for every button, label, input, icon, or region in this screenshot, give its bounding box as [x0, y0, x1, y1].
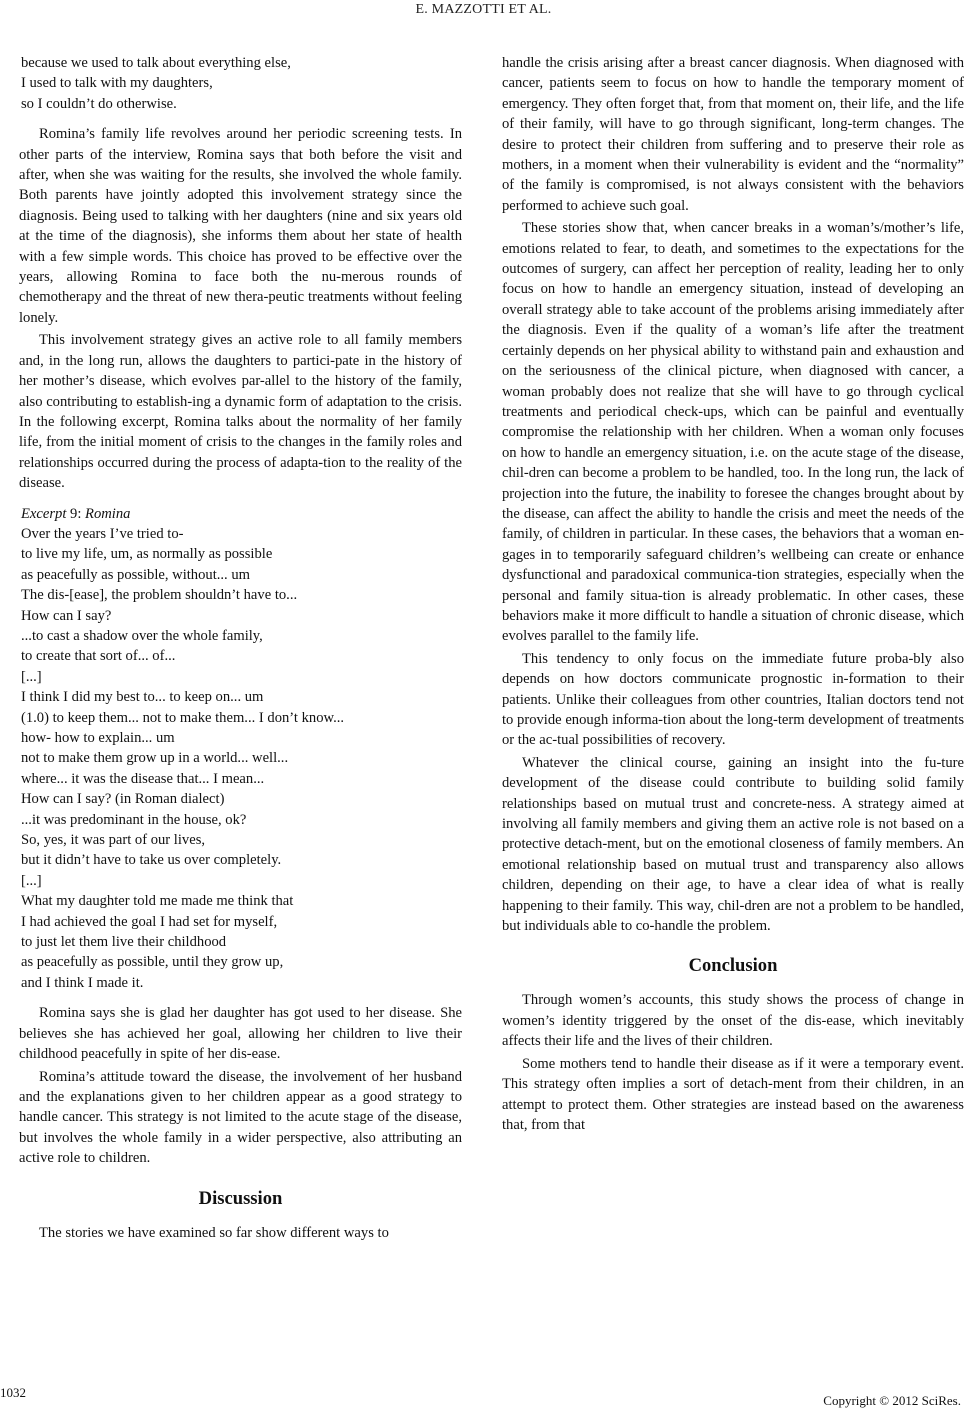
quote-line: [...] [21, 668, 42, 685]
body-paragraph: Through women’s accounts, this study shows the process of change in women’s identity triggered by the onset of the dis-ease, which inevitably affects their life and the lives of their children. [502, 992, 964, 1050]
quote-line: to create that sort of... of... [21, 648, 176, 665]
left-column [19, 53, 462, 1243]
copyright-notice: Copyright © 2012 SciRes. [823, 1393, 961, 1408]
quote-line: The dis-[ease], the problem shouldn’t have to... [21, 587, 298, 604]
quote-line: so I couldn’t do otherwise. [21, 95, 177, 112]
quote-line: as peacefully as possible, without... um [21, 566, 250, 583]
quote-line: to just let them live their childhood [21, 934, 227, 951]
excerpt-lines [21, 524, 462, 993]
section-heading-discussion: Discussion [198, 1187, 283, 1209]
body-paragraph: Whatever the clinical course, gaining an insight into the fu-ture development of the disease could contribute to building solid family relationships based on mutual trust and concrete-ness. A strategy aimed at involving all family members and giving them an active role is not based on a protective detach-ment, but on the emotional closeness of family members. An emotional relationship based on mutual trust and transparency also allows children, depending on their age, to have a clear idea of what is really happening to their family. This way, chil-dren are not a problem to be handled, but individuals able to co-handle the problem. [502, 754, 964, 935]
excerpt-title [21, 504, 462, 524]
quote-line: as peacefully as possible, until they grow up, [21, 954, 284, 971]
right-column [502, 53, 964, 1135]
quote-line: (1.0) to keep them... not to make them... I don’t know... [21, 709, 345, 726]
body-paragraph: handle the crisis arising after a breast cancer diagnosis. When diagnosed with cancer, patients seem to focus on how to handle the temporary moment of emergency. They often forget that, from that moment on, their life, and the life of their family, will have to go through significant, long-term changes. The desire to protect their children from suffering and to preserve their role as mothers, in a moment when their vulnerability is evident and the “normality” of the family is compromised, is not always consistent with the behaviors performed to achieve such goal. [502, 55, 964, 214]
excerpt-quote [19, 504, 462, 994]
quote-line: How can I say? (in Roman dialect) [21, 791, 225, 808]
quote-line: I used to talk with my daughters, [21, 75, 213, 92]
quote-line: How can I say? [21, 607, 112, 624]
body-paragraph: Some mothers tend to handle their disease as if it were a temporary event. This strategy often implies a sort of detach-ment from their children, in an attempt to protect them. Other strategies are instead based on the awareness that, from that [502, 1055, 964, 1133]
quote-line: where... it was the disease that... I mean... [21, 770, 265, 787]
quote-line: I had achieved the goal I had set for myself, [21, 913, 278, 930]
quote-line: but it didn’t have to take us over completely. [21, 852, 282, 869]
body-paragraph: Romina’s family life revolves around her periodic screening tests. In other parts of the interview, Romina says that both before the visit and after, when she was waiting for the results, she involved the whole family. Both parents have jointly adopted this involvement strategy since the diagnosis. Being used to talking with her daughters (nine and six years old at the time of the diagnosis), she informs them about her state of health with a few simple words. This choice has proved to be effective over the years, allowing Romina to face both the nu-merous rounds of chemotherapy and the threat of new thera-peutic treatments without feeling lonely. [19, 126, 462, 326]
quote-line: because we used to talk about everything else, [21, 55, 291, 71]
body-paragraph: This tendency to only focus on the immediate future proba-bly also depends on how doctors communicate prognostic in-formation to their patients. Unlike their colleagues from other countries, Italian doctors tend not to provide enough informa-tion about the long-term development of treatments or the ac-tual possibilities of recovery. [502, 650, 964, 749]
body-paragraph: These stories show that, when cancer breaks in a woman’s/mother’s life, emotions related to fear, to death, and sometimes to the expectations for the outcomes of surgery, can affect her perception of reality, leading her to only focus on how to handle an emergency situation, instead of developing an overall strategy able to take account of the problems arising immediately after the diagnosis. Even if the quality of a woman’s life after the treatment certainly depends on her physical ability to withstand pain and exhaustion and on the seriousness of the clinical picture, when diagnosed with cancer, a woman probably does not realize that she will have to go through cyclical treatments and periodical check-ups, which can be painful and eventually compromise the relationship with her children. When a woman only focuses on how to handle an emergency situation, i.e. on the acute stage of the disease, chil-dren can become a problem to be handled, too. In the long run, the lack of projection into the future, the inability to foresee the changes brought about by the disease, can affect the ability to handle the crisis and meet the needs of the family, of children in particular. In these cases, the behaviors that a woman en-gages in to temporarily safeguard children’s wellbeing can create or enhance dysfunctional and paradoxical communica-tion strategies, especially when the personal and family situa-tion is already problematic. In other cases, these behaviors make it more difficult to handle a situation of chronic disease, which evolves parallel to the family life. [502, 220, 964, 645]
page-number: 1032 [0, 1385, 26, 1400]
quote-line: I think I did my best to... to keep on... um [21, 689, 264, 706]
quote-line: how- how to explain... um [21, 730, 175, 746]
body-paragraph: The stories we have examined so far show different ways to [39, 1224, 389, 1241]
body-paragraph: This involvement strategy gives an active role to all family members and, in the long run, allows the daughters to partici-pate in the history of her mother’s disease, which evolves par-allel to the history of the family, also contributing to establish-ing a dynamic form of adaptation to the crisis. In the following excerpt, Romina talks about the normality of her family life, from the initial moment of crisis to the changes in the family roles and relationships occurred during the process of adapta-tion to the reality of the disease. [19, 332, 462, 492]
quote-line: What my daughter told me made me think that [21, 893, 294, 910]
quote-line: Over the years I’ve tried to- [21, 525, 184, 542]
body-paragraph: Romina says she is glad her daughter has got used to her disease. She believes she has achieved her goal, allowing her children to live their childhood peacefully in spite of her dis-ease. [19, 1005, 462, 1063]
section-heading-conclusion: Conclusion [688, 955, 778, 977]
quote-line: not to make them grow up in a world... well... [21, 750, 289, 767]
excerpt-label: Excerpt [21, 505, 67, 522]
opening-quote [19, 53, 462, 114]
running-head: E. MAZZOTTI ET AL. [415, 2, 552, 17]
quote-line: [...] [21, 872, 42, 889]
quote-line: ...it was predominant in the house, ok? [21, 811, 247, 828]
excerpt-number: 9: [66, 505, 86, 522]
quote-line: So, yes, it was part of our lives, [21, 832, 206, 849]
excerpt-speaker: Romina [85, 505, 131, 522]
quote-line: to live my life, um, as normally as possible [21, 546, 273, 563]
quote-line: ...to cast a shadow over the whole family, [21, 627, 263, 644]
quote-line: and I think I made it. [21, 974, 144, 991]
body-paragraph: Romina’s attitude toward the disease, the involvement of her husband and the explanations given to her children appear as a good strategy to handle cancer. This strategy is not limited to the acute stage of the disease, but involves the whole family in a wider perspective, also attributing an active role to children. [19, 1068, 462, 1167]
